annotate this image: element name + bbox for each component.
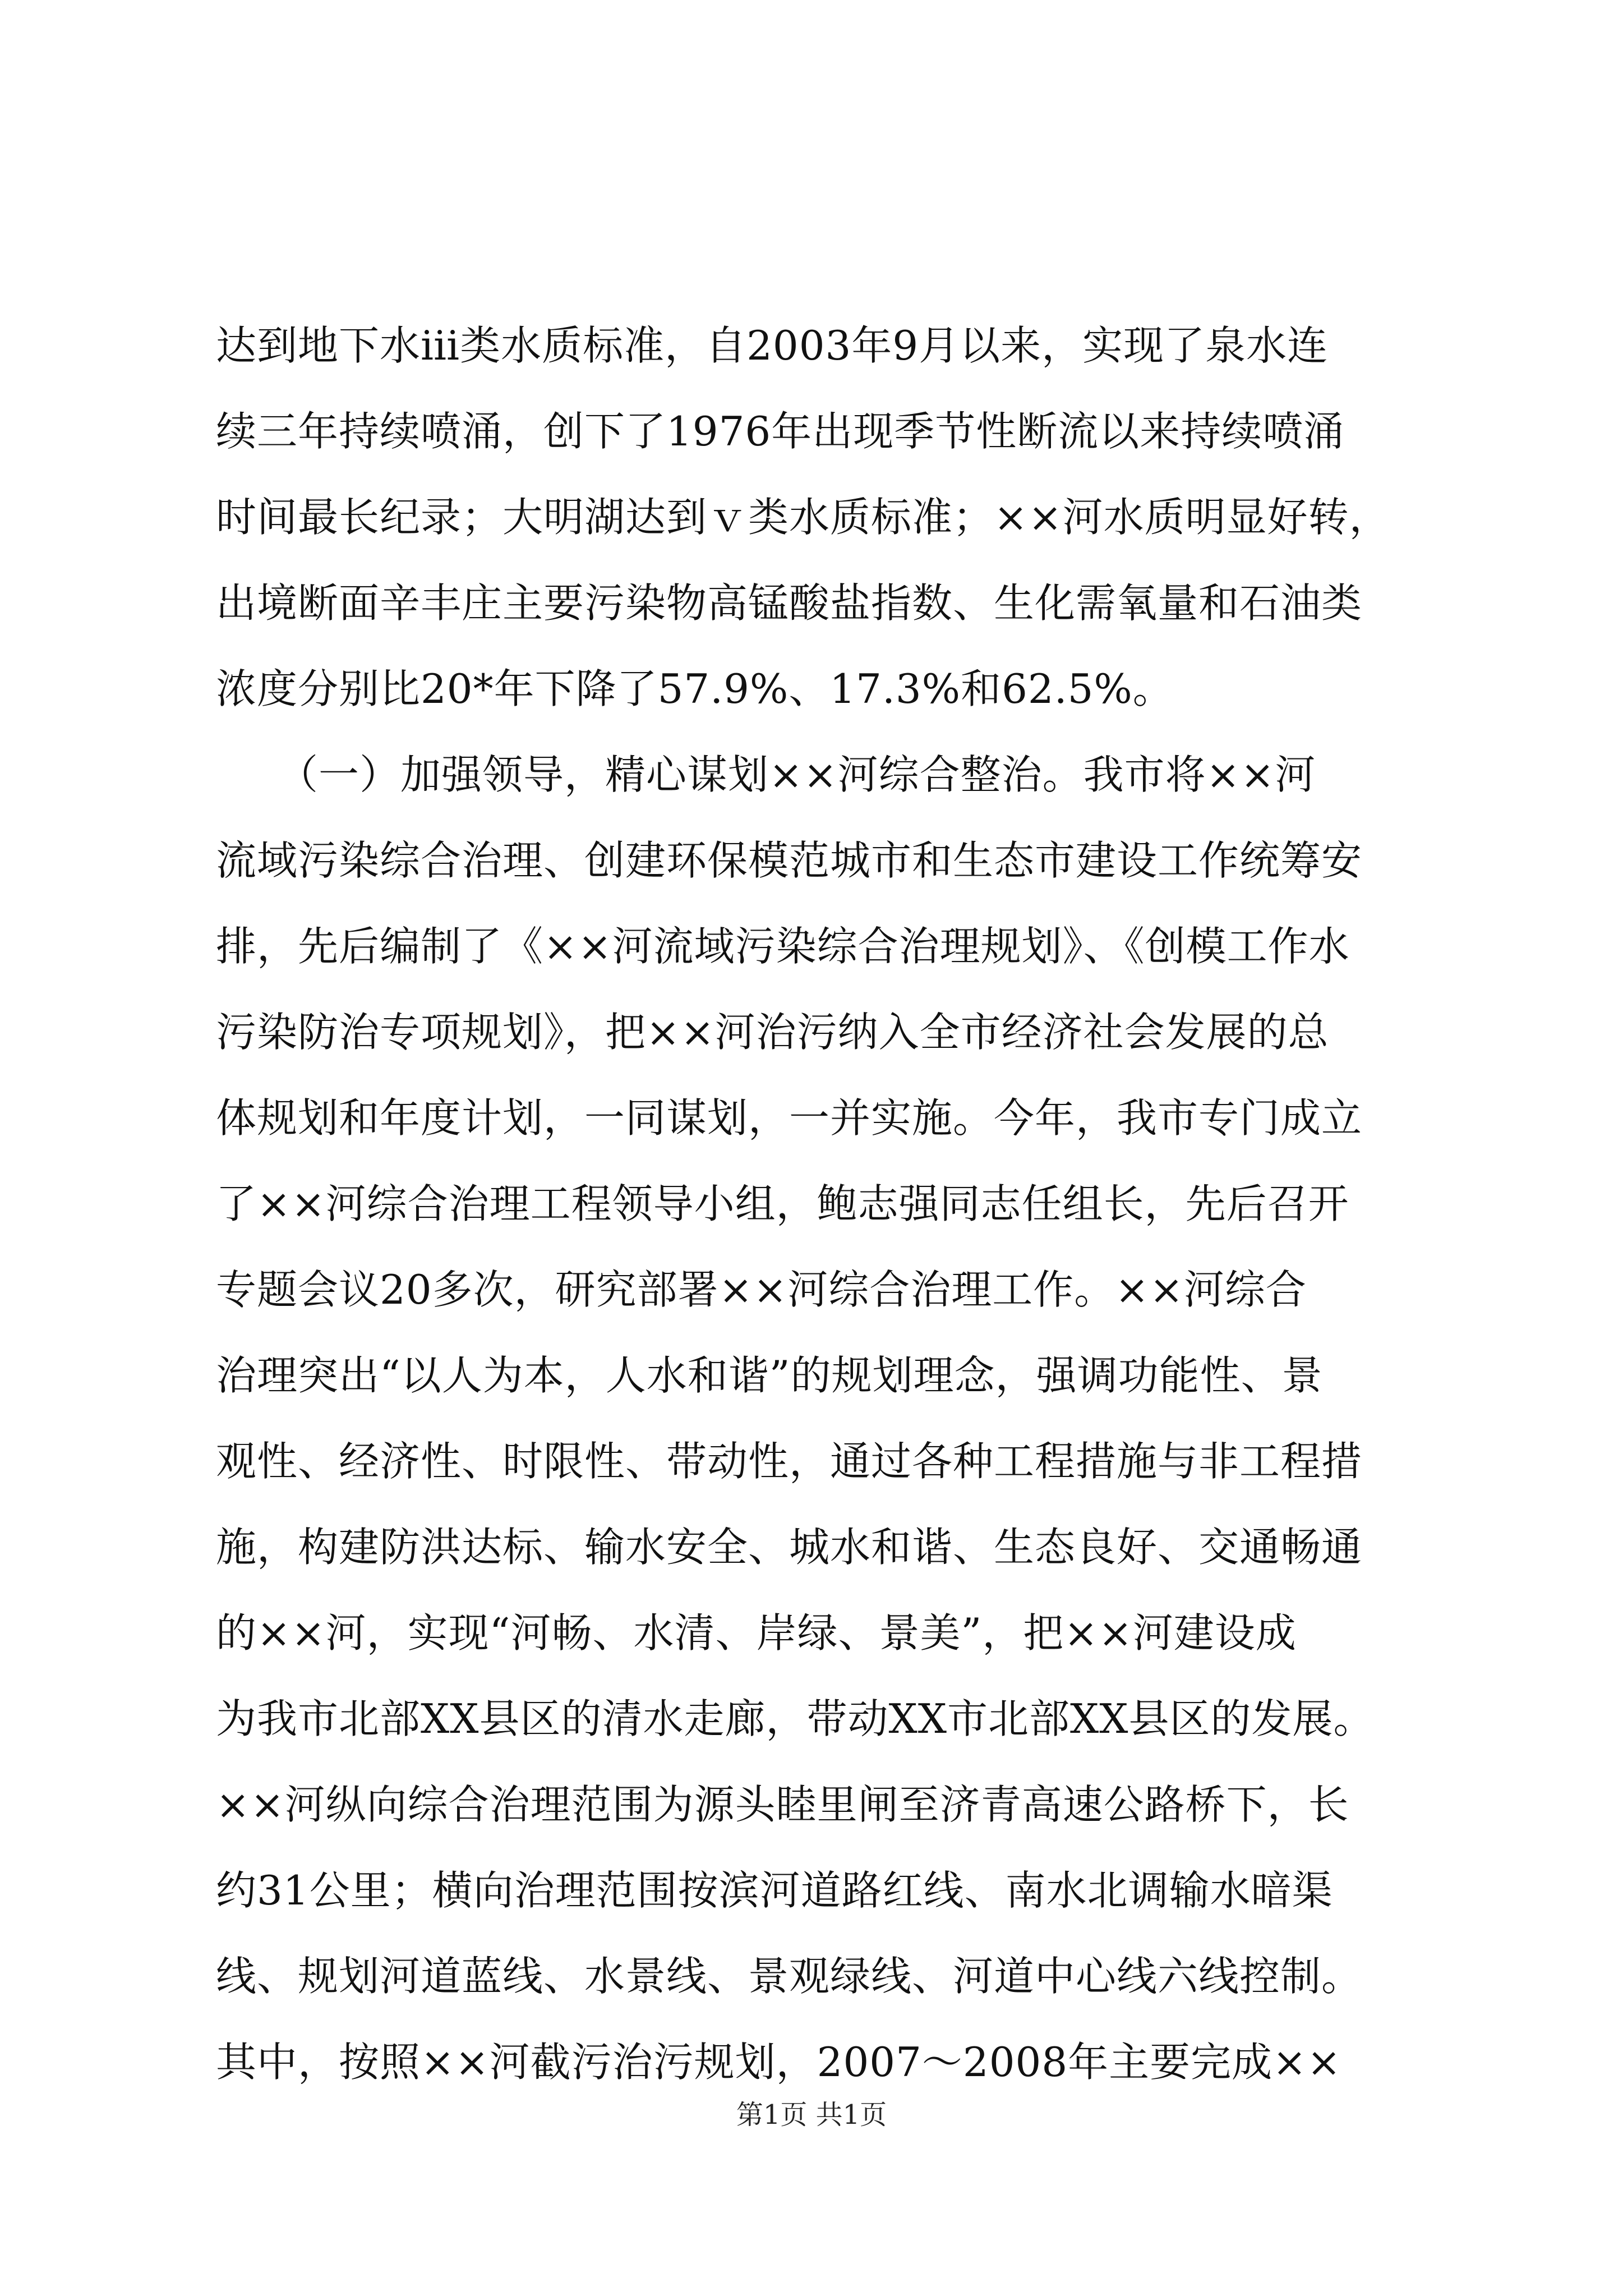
text-line: 专题会议20多次，研究部署××河综合治理工作。××河综合	[216, 1266, 1307, 1313]
text-line: 其中，按照××河截污治污规划，2007～2008年主要完成××	[216, 2039, 1341, 2086]
text-line: 达到地下水ⅲ类水质标准，自2003年9月以来，实现了泉水连	[216, 322, 1329, 369]
text-line: 流域污染综合治理、创建环保模范城市和生态市建设工作统筹安	[216, 837, 1363, 884]
text-line: 时间最长纪录；大明湖达到ｖ类水质标准；××河水质明显好转，	[216, 494, 1390, 541]
text-line: 线、规划河道蓝线、水景线、景观绿线、河道中心线六线控制。	[216, 1953, 1363, 2000]
text-line: 为我市北部XX县区的清水走廊，带动XX市北部XX县区的发展。	[216, 1695, 1375, 1742]
text-line: 观性、经济性、时限性、带动性，通过各种工程措施与非工程措	[216, 1438, 1363, 1485]
text-line: 体规划和年度计划，一同谋划，一并实施。今年，我市专门成立	[216, 1094, 1363, 1142]
text-line: 浓度分别比20*年下降了57.9%、17.3%和62.5%。	[216, 665, 1174, 712]
text-line: 续三年持续喷涌，创下了1976年出现季节性断流以来持续喷涌	[216, 408, 1345, 455]
text-line: 出境断面辛丰庄主要污染物高锰酸盐指数、生化需氧量和石油类	[216, 579, 1363, 627]
page-footer: 第1页 共1页	[736, 2099, 887, 2131]
text-line: 约31公里；横向治理范围按滨河道路红线、南水北调输水暗渠	[216, 1867, 1333, 1914]
text-line: 施，构建防洪达标、输水安全、城水和谐、生态良好、交通畅通	[216, 1524, 1363, 1571]
text-line: 污染防治专项规划》，把××河治污纳入全市经济社会发展的总	[216, 1009, 1329, 1056]
text-line: 的××河，实现“河畅、水清、岸绿、景美”，把××河建设成	[216, 1609, 1297, 1657]
text-line: 治理突出“以人为本，人水和谐”的规划理念，强调功能性、景	[216, 1352, 1323, 1399]
body-text	[216, 303, 1416, 2105]
text-line: 了××河综合治理工程领导小组，鲍志强同志任组长，先后召开	[216, 1180, 1349, 1227]
text-line: ××河纵向综合治理范围为源头睦里闸至济青高速公路桥下，长	[216, 1781, 1349, 1828]
text-line: 排，先后编制了《××河流域污染综合治理规划》、《创模工作水	[216, 923, 1350, 970]
text-line: （一）加强领导，精心谋划××河综合整治。我市将××河	[216, 751, 1316, 798]
